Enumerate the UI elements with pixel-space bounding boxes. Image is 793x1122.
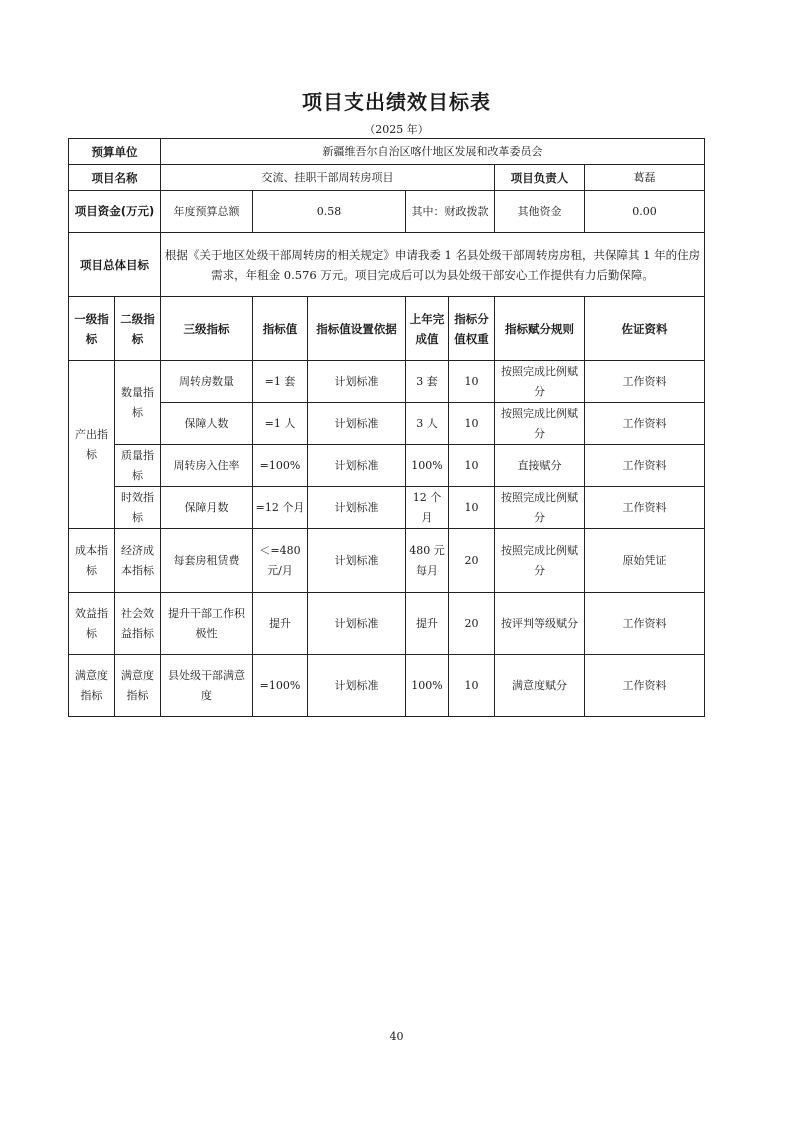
- column-header: 一级指标: [69, 297, 115, 361]
- indicator-last: 3 人: [406, 403, 449, 445]
- page-title: 项目支出绩效目标表: [302, 90, 491, 114]
- project-name-value: 交流、挂职干部周转房项目: [161, 165, 495, 191]
- indicator-rule: 按照完成比例赋分: [495, 529, 585, 593]
- project-name-label: 项目名称: [69, 165, 161, 191]
- indicator-weight: 10: [449, 445, 495, 487]
- table-row: [69, 655, 705, 717]
- table-row: [69, 403, 705, 445]
- indicator-weight: 20: [449, 593, 495, 655]
- indicator-value: =1 人: [253, 403, 308, 445]
- level1-cost: 成本指标: [69, 529, 115, 593]
- indicator-basis: 计划标准: [308, 445, 406, 487]
- indicator-last: 100%: [406, 655, 449, 717]
- page-number: 40: [389, 1030, 404, 1043]
- indicator-name: 周转房数量: [161, 361, 253, 403]
- indicator-evidence: 工作资料: [585, 655, 705, 717]
- indicator-weight: 10: [449, 361, 495, 403]
- annual-total-label: 年度预算总额: [161, 191, 253, 233]
- budget-unit-label: 预算单位: [69, 139, 161, 165]
- level2-time: 时效指标: [115, 487, 161, 529]
- year-label: （2025 年）: [364, 123, 429, 136]
- indicator-name: 提升干部工作积极性: [161, 593, 253, 655]
- level2-quality: 质量指标: [115, 445, 161, 487]
- indicator-rule: 按照完成比例赋分: [495, 361, 585, 403]
- indicator-last: 12 个月: [406, 487, 449, 529]
- indicator-weight: 10: [449, 403, 495, 445]
- indicator-last: 3 套: [406, 361, 449, 403]
- indicator-value: =1 套: [253, 361, 308, 403]
- level2-social: 社会效益指标: [115, 593, 161, 655]
- indicator-weight: 10: [449, 655, 495, 717]
- indicator-basis: 计划标准: [308, 361, 406, 403]
- indicator-basis: 计划标准: [308, 403, 406, 445]
- indicator-rule: 满意度赋分: [495, 655, 585, 717]
- table-row: [69, 445, 705, 487]
- indicator-basis: 计划标准: [308, 655, 406, 717]
- table-row: [69, 361, 705, 403]
- annual-total-value: 0.58: [253, 191, 406, 233]
- indicator-value: ＜=480 元/月: [253, 529, 308, 593]
- indicator-last: 480 元每月: [406, 529, 449, 593]
- budget-unit-value: 新疆维吾尔自治区喀什地区发展和改革委员会: [161, 139, 705, 165]
- goal-label: 项目总体目标: [69, 233, 161, 297]
- table-row: [69, 529, 705, 593]
- column-header: 指标值设置依据: [308, 297, 406, 361]
- indicator-name: 每套房租赁费: [161, 529, 253, 593]
- project-name-row: [69, 165, 705, 191]
- indicator-name: 县处级干部满意度: [161, 655, 253, 717]
- indicator-evidence: 工作资料: [585, 361, 705, 403]
- indicator-basis: 计划标准: [308, 487, 406, 529]
- indicator-value: =100%: [253, 445, 308, 487]
- column-header: 指标赋分规则: [495, 297, 585, 361]
- level2-quantity: 数量指标: [115, 361, 161, 445]
- budget-unit-row: [69, 139, 705, 165]
- indicator-evidence: 工作资料: [585, 403, 705, 445]
- indicator-weight: 20: [449, 529, 495, 593]
- indicator-evidence: 工作资料: [585, 593, 705, 655]
- funds-label: 项目资金(万元): [69, 191, 161, 233]
- column-header: 指标值: [253, 297, 308, 361]
- indicator-rule: 按照完成比例赋分: [495, 487, 585, 529]
- indicator-basis: 计划标准: [308, 529, 406, 593]
- level2-economic: 经济成本指标: [115, 529, 161, 593]
- column-header-row: [69, 297, 705, 361]
- level1-satisfaction: 满意度指标: [69, 655, 115, 717]
- column-header: 二级指标: [115, 297, 161, 361]
- table-row: [69, 593, 705, 655]
- funds-row: [69, 191, 705, 233]
- indicator-value: 提升: [253, 593, 308, 655]
- fiscal-label: 其中：财政拨款: [406, 191, 495, 233]
- indicator-rule: 按评判等级赋分: [495, 593, 585, 655]
- indicator-value: =100%: [253, 655, 308, 717]
- column-header: 上年完成值: [406, 297, 449, 361]
- table-row: [69, 487, 705, 529]
- goal-row: [69, 233, 705, 297]
- level1-output: 产出指标: [69, 361, 115, 529]
- indicator-name: 保障月数: [161, 487, 253, 529]
- indicator-evidence: 工作资料: [585, 487, 705, 529]
- owner-label: 项目负责人: [495, 165, 585, 191]
- column-header: 三级指标: [161, 297, 253, 361]
- indicator-rule: 按照完成比例赋分: [495, 403, 585, 445]
- indicator-last: 提升: [406, 593, 449, 655]
- indicator-name: 保障人数: [161, 403, 253, 445]
- owner-value: 葛磊: [585, 165, 705, 191]
- performance-table: [68, 138, 705, 717]
- indicator-value: =12 个月: [253, 487, 308, 529]
- column-header: 指标分值权重: [449, 297, 495, 361]
- indicator-basis: 计划标准: [308, 593, 406, 655]
- indicator-evidence: 原始凭证: [585, 529, 705, 593]
- indicator-last: 100%: [406, 445, 449, 487]
- indicator-evidence: 工作资料: [585, 445, 705, 487]
- indicator-name: 周转房入住率: [161, 445, 253, 487]
- indicator-rule: 直接赋分: [495, 445, 585, 487]
- indicator-weight: 10: [449, 487, 495, 529]
- column-header: 佐证资料: [585, 297, 705, 361]
- other-funds-label: 其他资金: [495, 191, 585, 233]
- level2-satisfaction: 满意度指标: [115, 655, 161, 717]
- other-funds-value: 0.00: [585, 191, 705, 233]
- level1-benefit: 效益指标: [69, 593, 115, 655]
- goal-value: 根据《关于地区处级干部周转房的相关规定》申请我委 1 名县处级干部周转房房租，共保障其 1 年的住房需求，年租金 0.576 万元。项目完成后可以为县处级干部安心工作提供有力后勤保障。: [161, 233, 705, 297]
